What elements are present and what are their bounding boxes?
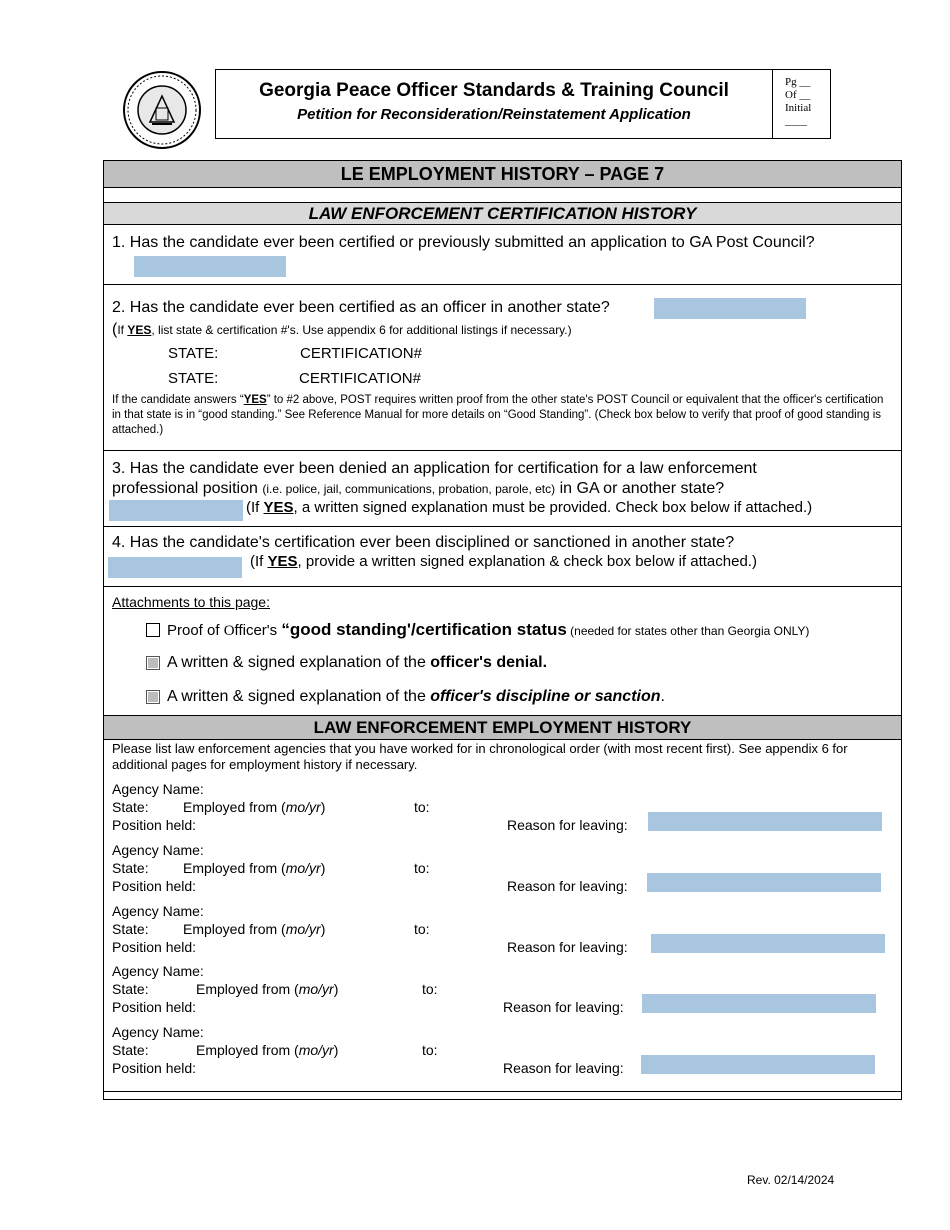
q1-answer-field[interactable] xyxy=(134,256,286,277)
certification-1-label: CERTIFICATION# xyxy=(300,345,422,362)
employed-from-label: Employed from (mo/yr) xyxy=(196,1042,339,1058)
question-3-line-2: professional position (i.e. police, jail, communications, probation, parole, etc) in GA or another state? xyxy=(112,480,725,497)
employed-from-label: Employed from (mo/yr) xyxy=(183,921,326,937)
emp-section-title: LAW ENFORCEMENT EMPLOYMENT HISTORY xyxy=(104,716,901,739)
org-title: Georgia Peace Officer Standards & Training Council xyxy=(259,80,729,101)
page-title: LE EMPLOYMENT HISTORY – PAGE 7 xyxy=(104,161,901,187)
reason-for-leaving-field[interactable] xyxy=(651,934,885,953)
reason-for-leaving-label: Reason for leaving: xyxy=(507,878,628,894)
employed-from-label: Employed from (mo/yr) xyxy=(183,799,326,815)
position-held-label: Position held: xyxy=(112,1060,197,1076)
question-4: 4. Has the candidate's certification ever been disciplined or sanctioned in another state? xyxy=(112,534,735,551)
certification-2-label: CERTIFICATION# xyxy=(299,370,421,387)
state-2-label: STATE: xyxy=(168,370,219,387)
reason-for-leaving-field[interactable] xyxy=(641,1055,875,1074)
employed-to-label: to: xyxy=(422,1042,438,1058)
q4-note: (If YES, provide a written signed explanation & check box below if attached.) xyxy=(250,553,757,570)
reason-for-leaving-label: Reason for leaving: xyxy=(507,939,628,955)
q4-answer-field[interactable] xyxy=(108,557,242,578)
agency-name-label: Agency Name: xyxy=(112,842,204,858)
state-label: State: xyxy=(112,981,149,997)
reason-for-leaving-label: Reason for leaving: xyxy=(503,999,624,1015)
employed-from-label: Employed from (mo/yr) xyxy=(183,860,326,876)
attachment-2-label: A written & signed explanation of the officer's denial. xyxy=(167,654,548,671)
q2-note: (If YES, list state & certification #'s. Use appendix 6 for additional listings if necessary.) xyxy=(112,321,572,338)
initial-line[interactable]: ____ xyxy=(785,115,807,127)
agency-name-label: Agency Name: xyxy=(112,903,204,919)
state-label: State: xyxy=(112,860,149,876)
q3-answer-field[interactable] xyxy=(109,500,243,521)
position-held-label: Position held: xyxy=(112,939,197,955)
employed-to-label: to: xyxy=(422,981,438,997)
cert-section-title: LAW ENFORCEMENT CERTIFICATION HISTORY xyxy=(104,203,901,224)
reason-for-leaving-field[interactable] xyxy=(642,994,876,1013)
discipline-explanation-checkbox[interactable] xyxy=(146,690,160,704)
initial-label: Initial xyxy=(785,102,812,114)
position-held-label: Position held: xyxy=(112,999,197,1015)
page-number-label: Pg __ xyxy=(785,76,811,88)
georgia-post-seal-logo xyxy=(122,70,202,150)
employed-to-label: to: xyxy=(414,860,430,876)
q3-note: (If YES, a written signed explanation must be provided. Check box below if attached.) xyxy=(246,499,813,516)
employed-to-label: to: xyxy=(414,921,430,937)
page-of-label: Of __ xyxy=(785,89,811,101)
page-initial-box xyxy=(773,69,831,139)
attachments-label: Attachments to this page: xyxy=(112,594,270,610)
employed-to-label: to: xyxy=(414,799,430,815)
state-label: State: xyxy=(112,921,149,937)
state-label: State: xyxy=(112,799,149,815)
form-subtitle: Petition for Reconsideration/Reinstatement Application xyxy=(297,106,691,123)
state-1-label: STATE: xyxy=(168,345,219,362)
revision-date: Rev. 02/14/2024 xyxy=(747,1173,835,1187)
reason-for-leaving-field[interactable] xyxy=(648,812,882,831)
reason-for-leaving-field[interactable] xyxy=(647,873,881,892)
position-held-label: Position held: xyxy=(112,817,197,833)
employment-intro: Please list law enforcement agencies that you have worked for in chronological order (with most recent first). See appendix 6 for additional pages for employment history if necessary. xyxy=(112,741,848,772)
state-label: State: xyxy=(112,1042,149,1058)
agency-name-label: Agency Name: xyxy=(112,781,204,797)
header-box xyxy=(215,69,773,139)
reason-for-leaving-label: Reason for leaving: xyxy=(503,1060,624,1076)
agency-name-label: Agency Name: xyxy=(112,1024,204,1040)
reason-for-leaving-label: Reason for leaving: xyxy=(507,817,628,833)
q2-answer-field[interactable] xyxy=(654,298,806,319)
agency-name-label: Agency Name: xyxy=(112,963,204,979)
attachment-3-label: A written & signed explanation of the officer's discipline or sanction. xyxy=(167,688,665,705)
denial-explanation-checkbox[interactable] xyxy=(146,656,160,670)
position-held-label: Position held: xyxy=(112,878,197,894)
employed-from-label: Employed from (mo/yr) xyxy=(196,981,339,997)
question-2: 2. Has the candidate ever been certified as an officer in another state? xyxy=(112,299,610,316)
good-standing-note: If the candidate answers “YES” to #2 above, POST requires written proof from the other state's POST Council or equivalent that the officer's certification in that state is in “good standing.” See Reference Manual for more details on “Good Standing”. (Check box below to verify that proof of good standing is attached.) xyxy=(112,394,884,436)
question-3-line-1: 3. Has the candidate ever been denied an application for certification for a law enforcement xyxy=(112,460,757,477)
attachment-1-label: Proof of Officer's “good standing'/certification status (needed for states other than Georgia ONLY) xyxy=(167,620,810,639)
proof-good-standing-checkbox[interactable] xyxy=(146,623,160,637)
question-1: 1. Has the candidate ever been certified or previously submitted an application to GA Post Council? xyxy=(112,234,815,251)
